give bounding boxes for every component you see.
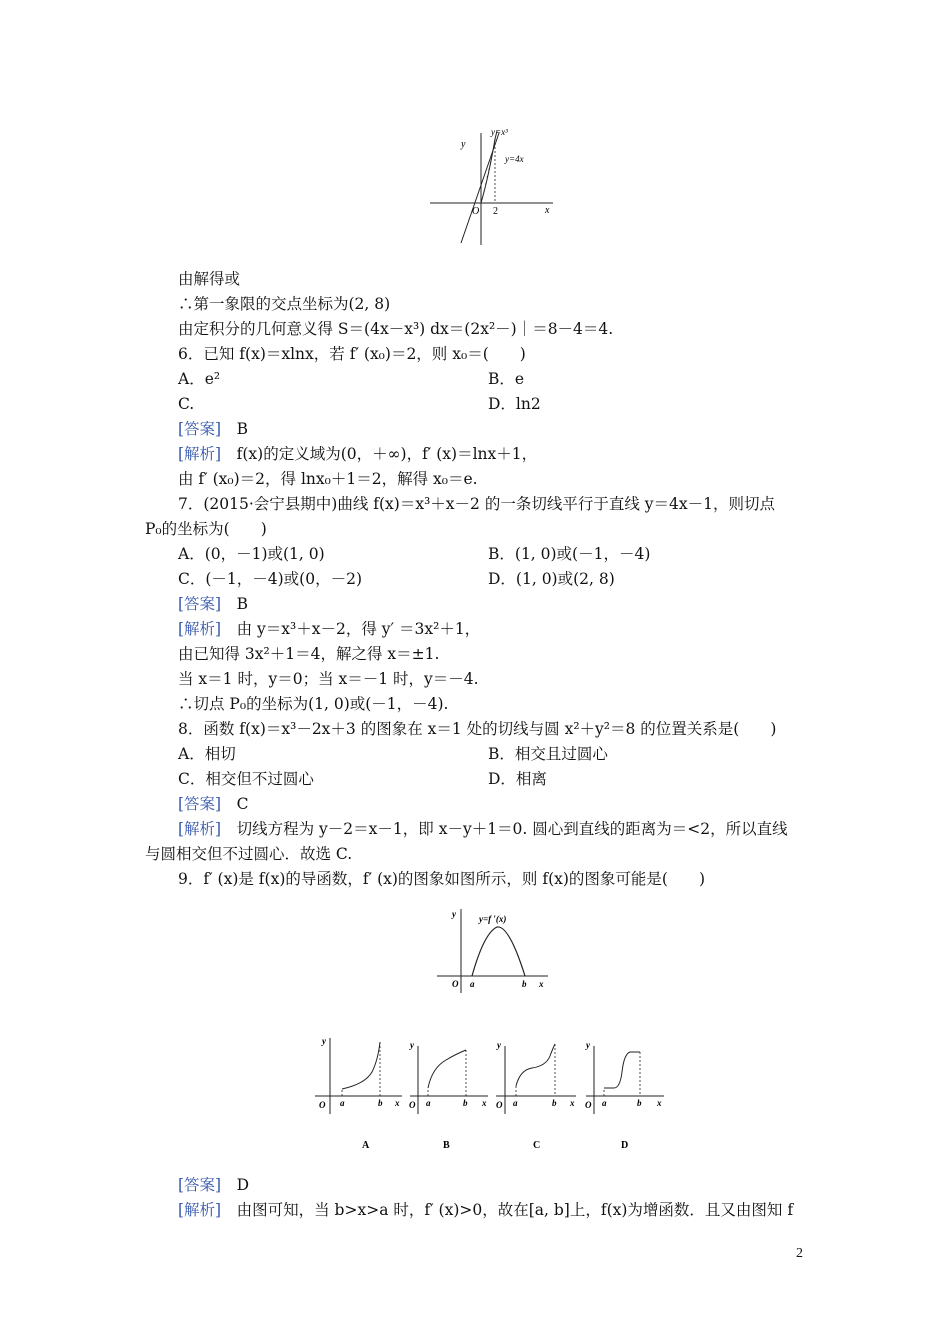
q8-option-d: D．相离: [488, 770, 547, 788]
opt-c-a: a: [513, 1098, 518, 1108]
q7-analysis: [178, 619, 480, 639]
text-line: 由已知得 3x²＋1＝4，解之得 x＝±1.: [178, 645, 440, 663]
opt-b-o: O: [409, 1100, 416, 1110]
opt-c-x: x: [570, 1098, 575, 1108]
option-b-graph: [409, 1040, 488, 1151]
opt-a-y: y: [322, 1036, 326, 1046]
text-line: 由定积分的几何意义得 S＝(4x－x³) dx＝(2x²－)｜＝8－4＝4.: [178, 320, 614, 338]
opt-c-o: O: [496, 1100, 503, 1110]
opt-d-b: b: [637, 1098, 642, 1108]
option-c-label: C: [533, 1140, 541, 1151]
q6-answer: [178, 419, 248, 439]
question-6: 6．已知 f(x)＝xlnx，若 f′ (x₀)＝2，则 x₀＝( ): [178, 345, 526, 363]
fig2-curve-label: y=f ′(x): [479, 914, 507, 924]
text-line: 由解得或: [178, 270, 241, 288]
text-line: 当 x＝1 时，y＝0；当 x＝－1 时，y＝－4.: [178, 670, 479, 688]
fig2-origin: O: [452, 979, 459, 989]
analysis-tag: [解析]: [178, 620, 222, 638]
figure-options-abcd: [310, 1032, 670, 1152]
fig1-x-label: x: [545, 205, 550, 216]
opt-c-b: b: [552, 1098, 557, 1108]
fig2-a: a: [470, 979, 475, 989]
q8-option-b: B．相交且过圆心: [488, 745, 608, 763]
q6-analysis-text: f(x)的定义域为(0，＋∞)，f′ (x)＝lnx＋1，: [236, 445, 538, 463]
q6-option-d: D．ln2: [488, 395, 541, 413]
analysis-tag: [解析]: [178, 445, 222, 463]
page-number: 2: [796, 1246, 803, 1261]
q7-option-b: B．(1, 0)或(－1，－4): [488, 545, 651, 563]
option-b-label: B: [443, 1140, 450, 1151]
q9-answer: [178, 1175, 249, 1195]
fig1-curve-linear: y=4x: [505, 154, 524, 164]
answer-tag: [答案]: [178, 595, 222, 613]
option-a-graph: [315, 1036, 402, 1151]
q8-analysis: [178, 819, 788, 839]
q7-option-a: A．(0，－1)或(1, 0): [178, 545, 325, 563]
fig2-b: b: [522, 979, 527, 989]
opt-d-a: a: [602, 1098, 607, 1108]
opt-a-b: b: [378, 1098, 383, 1108]
fig2-x-label: x: [539, 979, 544, 989]
q9-analysis-text: 由图可知，当 b>x>a 时，f′ (x)>0，故在[a, b]上，f(x)为增函数．且又由图知 f: [236, 1201, 794, 1219]
option-d-label: D: [621, 1140, 629, 1151]
opt-d-x: x: [657, 1098, 662, 1108]
q7-answer: [178, 594, 248, 614]
opt-b-a: a: [426, 1098, 431, 1108]
option-c-graph: [496, 1040, 576, 1151]
q7-answer-value: B: [236, 595, 249, 613]
text-line: 与圆相交但不过圆心．故选 C.: [145, 845, 353, 863]
question-7-cont: P₀的坐标为( ): [145, 520, 267, 538]
question-7: 7．(2015·会宁县期中)曲线 f(x)＝x³＋x－2 的一条切线平行于直线 y＝4x－1，则切点: [178, 495, 775, 513]
fig2-y-label: y: [452, 909, 456, 919]
q6-option-a: A．e²: [178, 370, 221, 388]
fig1-curve-cubic: y=x³: [491, 127, 508, 137]
opt-a-a: a: [340, 1098, 345, 1108]
q7-option-c: C．(－1，－4)或(0，－2): [178, 570, 362, 588]
fig1-y-label: y: [461, 139, 466, 150]
fig1-two: 2: [493, 206, 498, 217]
q9-answer-value: D: [236, 1176, 250, 1194]
q8-answer-value: C: [236, 795, 249, 813]
opt-a-x: x: [395, 1098, 400, 1108]
fig1-origin: O: [472, 206, 480, 217]
option-a-label: A: [362, 1140, 370, 1151]
opt-b-x: x: [482, 1098, 487, 1108]
q8-answer: [178, 794, 249, 814]
analysis-tag: [解析]: [178, 1201, 222, 1219]
option-d-graph: [585, 1040, 664, 1151]
opt-d-o: O: [585, 1100, 592, 1110]
q6-option-b: B．e: [488, 370, 525, 388]
opt-b-b: b: [463, 1098, 468, 1108]
opt-c-y: y: [497, 1040, 501, 1050]
opt-a-o: O: [319, 1100, 326, 1110]
q6-option-c: C.: [178, 395, 195, 413]
q8-analysis-text: 切线方程为 y－2＝x－1，即 x－y＋1＝0. 圆心到直线的距离为＝<2，所以直线: [236, 820, 788, 838]
figure-integral-area: [425, 125, 560, 250]
opt-b-y: y: [410, 1040, 414, 1050]
q7-analysis-text: 由 y＝x³＋x－2，得 y′ ＝3x²＋1，: [236, 620, 481, 638]
question-9: 9．f′ (x)是 f(x)的导函数，f′ (x)的图象如图所示，则 f(x)的图象可能是( ): [178, 870, 705, 888]
q9-analysis: [178, 1200, 793, 1220]
answer-tag: [答案]: [178, 1176, 222, 1194]
answer-tag: [答案]: [178, 795, 222, 813]
text-line: 由 f′ (x₀)＝2，得 lnx₀＋1＝2，解得 x₀＝e.: [178, 470, 478, 488]
q7-option-d: D．(1, 0)或(2, 8): [488, 570, 615, 588]
q8-option-c: C．相交但不过圆心: [178, 770, 314, 788]
q6-analysis: [178, 444, 537, 464]
text-line: ∴切点 P₀的坐标为(1, 0)或(－1，－4).: [178, 695, 449, 713]
q8-option-a: A．相切: [178, 745, 236, 763]
analysis-tag: [解析]: [178, 820, 222, 838]
text-line: ∴第一象限的交点坐标为(2, 8): [178, 295, 391, 313]
answer-tag: [答案]: [178, 420, 222, 438]
opt-d-y: y: [586, 1040, 590, 1050]
figure-derivative-graph: [432, 903, 557, 998]
q6-answer-value: B: [236, 420, 249, 438]
question-8: 8．函数 f(x)＝x³－2x＋3 的图象在 x＝1 处的切线与圆 x²＋y²＝8 的位置关系是( ): [178, 720, 777, 738]
